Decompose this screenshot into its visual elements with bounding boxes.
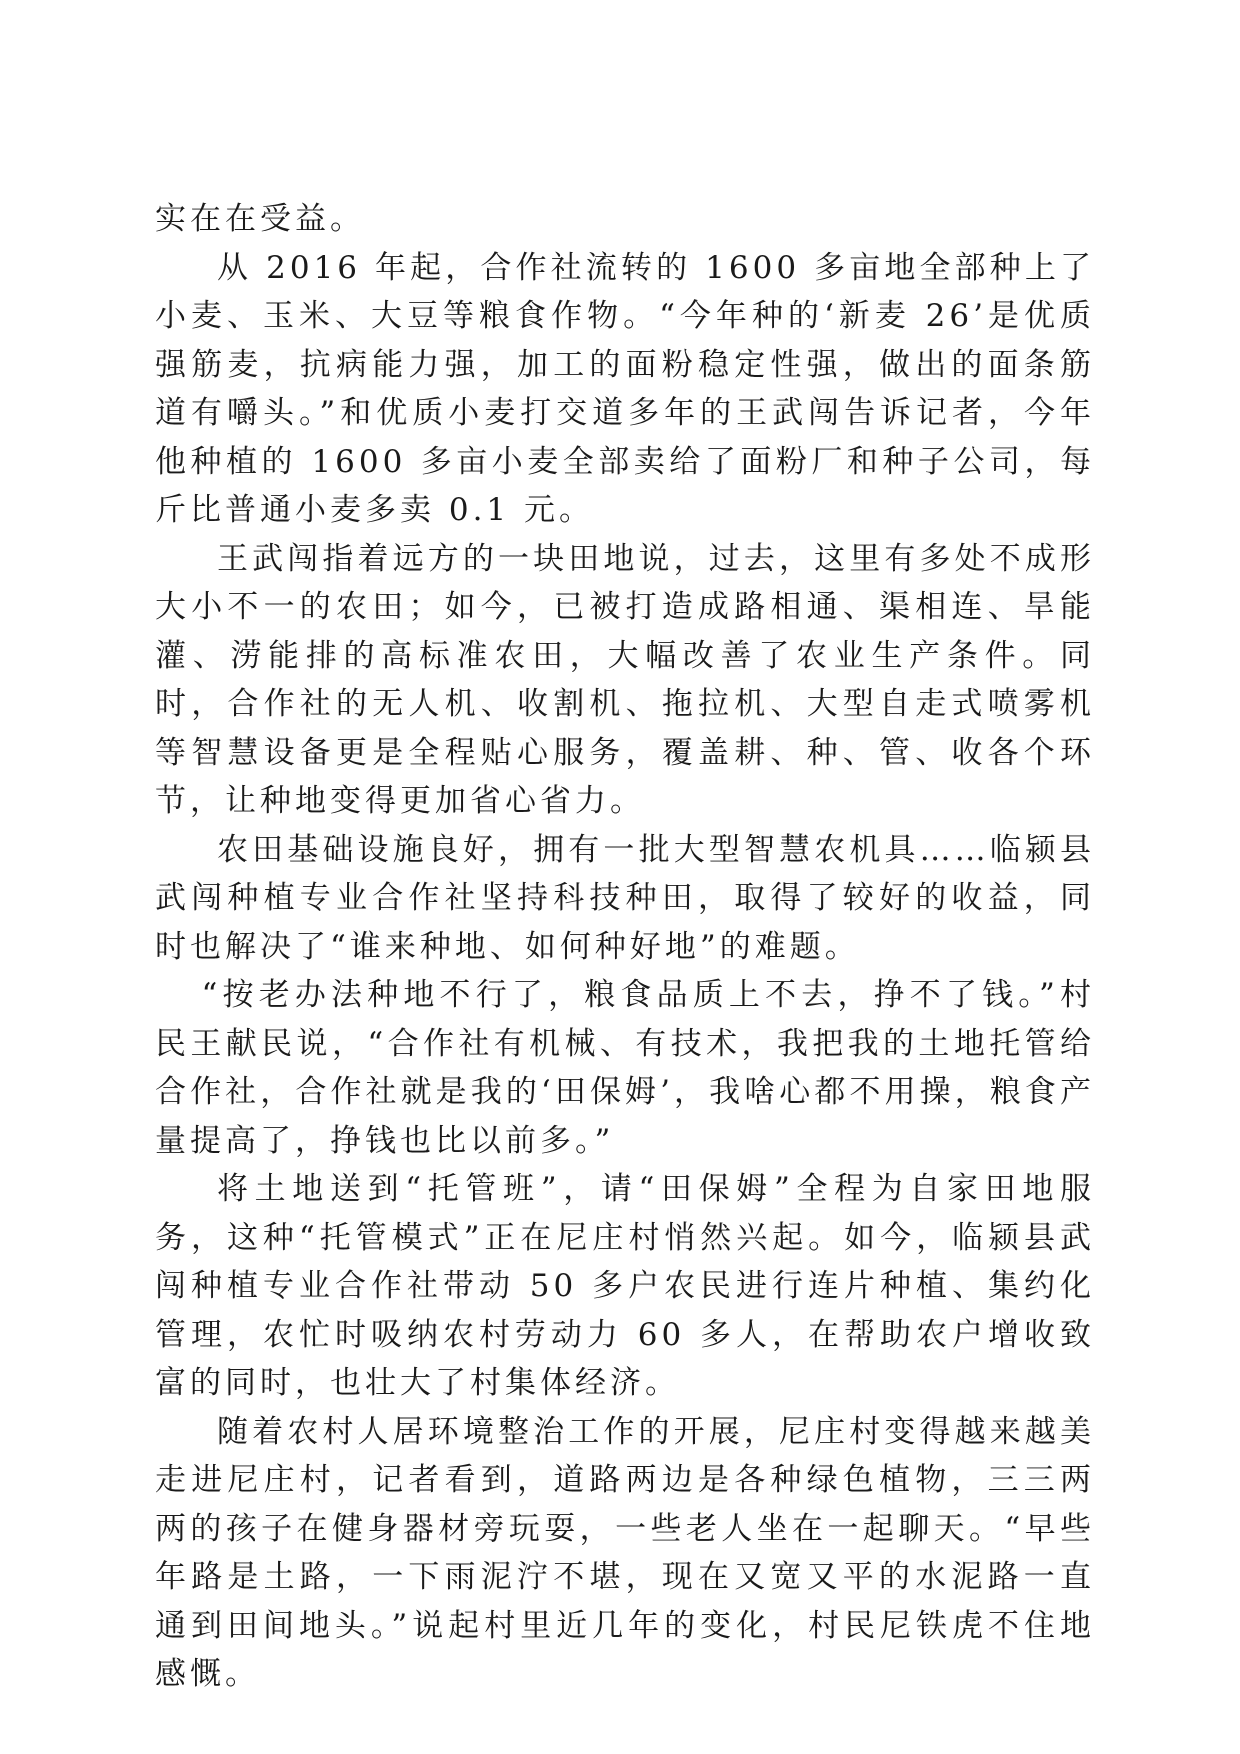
article-body	[155, 195, 1095, 1699]
paragraph-villager-quote: “按老办法种地不行了，粮食品质上不去，挣不了钱。”村民王献民说，“合作社有机械、有技术，我把我的土地托管给合作社，合作社就是我的‘田保姆’，我啥心都不用操，粮食产量提高了，挣钱也比以前多。”	[155, 977, 1095, 1159]
paragraph-custody-model: 将土地送到“托管班”，请“田保姆”全程为自家田地服务，这种“托管模式”正在尼庄村悄然兴起。如今，临颍县武闯种植专业合作社带动 50 多户农民进行连片种植、集约化管理，农忙时吸纳农村劳动力 60 多人，在帮助农户增收致富的同时，也壮大了村集体经济。	[155, 1171, 1095, 1401]
paragraph-continuation: 实在在受益。	[155, 201, 365, 237]
paragraph-village-environment: 随着农村人居环境整治工作的开展，尼庄村变得越来越美走进尼庄村，记者看到，道路两边是各种绿色植物，三三两两的孩子在健身器材旁玩耍，一些老人坐在一起聊天。“早些年路是土路，一下雨泥泞不堪，现在又宽又平的水泥路一直通到田间地头。”说起村里近几年的变化，村民尼铁虎不住地感慨。	[155, 1413, 1095, 1692]
paragraph-wheat-planting: 从 2016 年起，合作社流转的 1600 多亩地全部种上了小麦、玉米、大豆等粮食作物。“今年种的‘新麦 26’是优质强筋麦，抗病能力强，加工的面粉稳定性强，做出的面条筋道有嚼头。”和优质小麦打交道多年的王武闯告诉记者，今年他种植的 1600 多亩小麦全部卖给了面粉厂和种子公司，每斤比普通小麦多卖 0.1 元。	[155, 249, 1095, 528]
paragraph-farmland-upgrade: 王武闯指着远方的一块田地说，过去，这里有多处不成形大小不一的农田；如今，已被打造成路相通、渠相连、旱能灌、涝能排的高标准农田，大幅改善了农业生产条件。同时，合作社的无人机、收割机、拖拉机、大型自走式喷雾机等智慧设备更是全程贴心服务，覆盖耕、种、管、收各个环节，让种地变得更加省心省力。	[155, 540, 1095, 819]
paragraph-infrastructure: 农田基础设施良好，拥有一批大型智慧农机具……临颍县武闯种植专业合作社坚持科技种田，取得了较好的收益，同时也解决了“谁来种地、如何种好地”的难题。	[155, 831, 1095, 965]
